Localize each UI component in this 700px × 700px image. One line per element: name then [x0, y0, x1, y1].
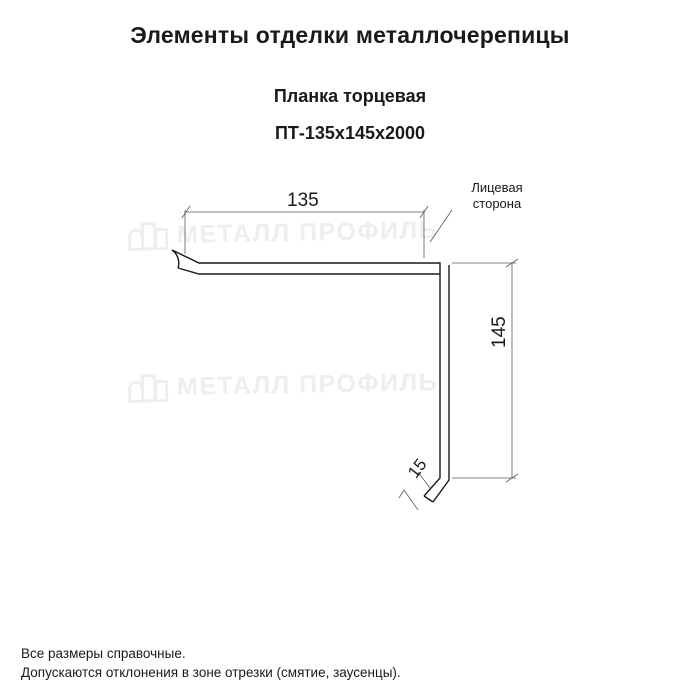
page-title: Элементы отделки металлочерепицы [130, 22, 570, 48]
footer-notes [21, 644, 401, 682]
face-side-label-line1: Лицевая [471, 180, 523, 195]
profile-lip-end [424, 496, 433, 502]
footer-note-2: Допускаются отклонения в зоне отрезки (смятие, заусенцы). [21, 665, 401, 680]
dimension-label-lip: 15 [404, 455, 431, 482]
dimension-label-width: 135 [287, 190, 319, 211]
face-side-label-line2: сторона [472, 196, 522, 211]
face-side-label [452, 180, 542, 212]
profile-outline-top [172, 250, 440, 496]
profile-outline-bottom [178, 268, 440, 274]
footer-note-1: Все размеры справочные. [21, 646, 186, 661]
product-code: ПТ-135х145х2000 [274, 123, 426, 143]
drawing-svg [0, 150, 700, 570]
dim-line-lip [404, 490, 418, 510]
leader-line-face [430, 210, 452, 242]
watermark-text: МЕТАЛЛ ПРОФИЛЬ [176, 367, 439, 401]
product-name: Планка торцевая [273, 86, 427, 106]
watermark-text: МЕТАЛЛ ПРОФИЛЬ [176, 215, 439, 249]
ext-line-lip-b [399, 490, 404, 498]
technical-drawing [0, 150, 700, 570]
dimension-label-height: 145 [489, 316, 510, 348]
profile-outline-inner-right [433, 265, 449, 502]
